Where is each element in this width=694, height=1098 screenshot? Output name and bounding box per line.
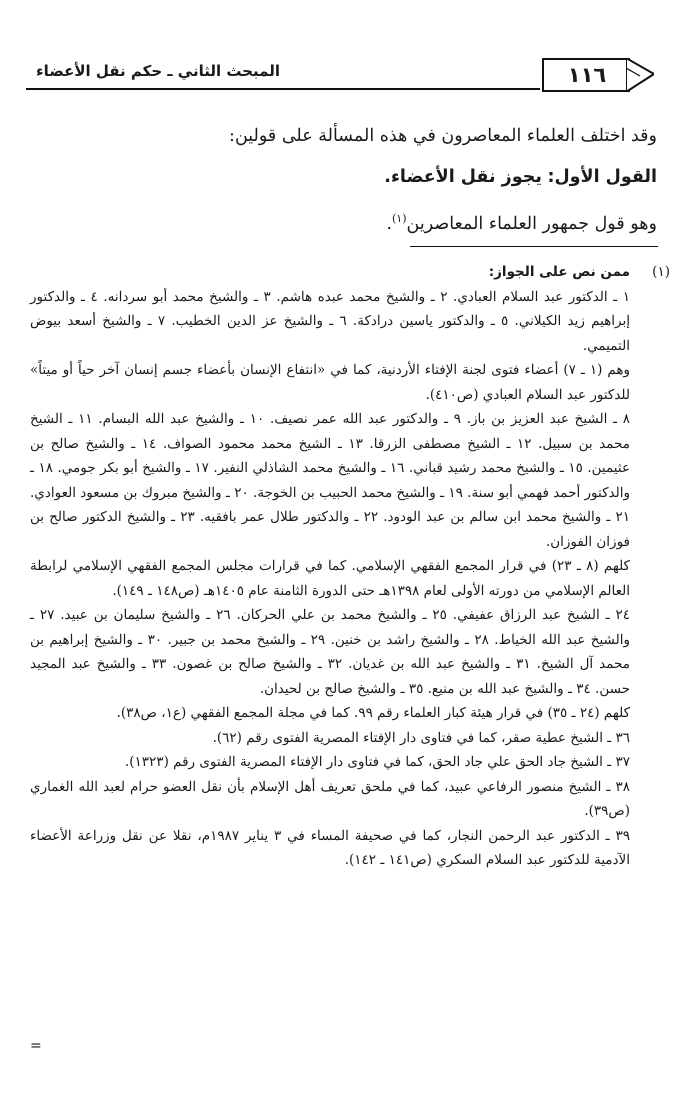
footnote-heading: ممن نص على الجواز: (488, 264, 630, 280)
first-opinion (42, 157, 657, 198)
footnote-paragraph: ٣٧ ـ الشيخ جاد الحق علي جاد الحق، كما في فتاوى دار الإفتاء المصرية الفتوى رقم (١٣٢٣). (124, 754, 630, 770)
majority-line (42, 198, 657, 245)
header-title: المبحث الثاني ـ حكم نقل الأعضاء (36, 62, 280, 80)
header-rule (26, 88, 540, 90)
majority-end: . (386, 213, 392, 234)
running-header (0, 40, 694, 100)
footnote-paragraph: كلهم (٢٤ ـ ٣٥) في قرار هيئة كبار العلماء رقم ٩٩. كما في مجلة المجمع الفقهي (ع١، ص٣٨). (116, 705, 630, 721)
page-number: ١١٦ (542, 58, 630, 92)
footnote-paragraph: وهم (١ ـ ٧) أعضاء فتوى لجنة الإفتاء الأردنية، كما في «انتفاع الإنسان بأعضاء جسم إنسان آخر حياً أو ميتاً» للدكتور عبد السلام العبادي (ص٤١٠). (30, 362, 630, 403)
main-text (42, 116, 657, 245)
footnote-ref: (١) (391, 212, 407, 225)
page-tab-arrow-icon (626, 58, 654, 92)
footnote-paragraph: ٣٩ ـ الدكتور عبد الرحمن النجار، كما في صحيفة المساء في ٣ يناير ١٩٨٧م، نقلا عن نقل وزراعة الأعضاء الآدمية للدكتور عبد السلام السكري (ص١٤١ ـ ١٤٢). (30, 827, 631, 868)
footnote-paragraph: ٨ ـ الشيخ عبد العزيز بن باز. ٩ ـ والدكتور عبد الله عمر نصيف. ١٠ ـ والشيخ عبد الله البسام. ١١ ـ الشيخ محمد بن سبيل. ١٢ ـ الشيخ مصطفى الزرقا. ١٣ ـ الشيخ محمد محمود الصواف. ١٤ ـ والشيخ صالح بن عثيمين. ١٥ ـ والشيخ محمد رشيد قباني. ١٦ ـ والشيخ محمد الشاذلي النفير. ١٧ ـ والشيخ أبو بكر جومي. ١٨ ـ والدكتور أحمد فهمي أبو سنة. ١٩ ـ والشيخ محمد الحبيب بن الخوجة. ٢٠ ـ والشيخ مبروك بن مسعود العوادي. ٢١ ـ والشيخ محمد ابن سالم بن عبد الودود. ٢٢ ـ والدكتور طلال عمر بافقيه. ٢٣ ـ والشيخ الدكتور صالح بن فوزان الفوزان. (30, 411, 631, 550)
footnote-paragraph: ٢٤ ـ الشيخ عبد الرزاق عفيفي. ٢٥ ـ والشيخ محمد بن علي الحركان. ٢٦ ـ والشيخ سليمان بن عبيد. ٢٧ ـ والشيخ عبد الله الخياط. ٢٨ ـ والشيخ راشد بن خنين. ٢٩ ـ والشيخ محمد بن جبير. ٣٠ ـ والشيخ إبراهيم بن محمد آل الشيخ. ٣١ ـ والشيخ عبد الله بن غديان. ٣٢ ـ والشيخ صالح بن غصون. ٣٣ ـ والشيخ عبد المجيد حسن. ٣٤ ـ والشيخ عبد الله بن منيع. ٣٥ ـ والشيخ صالح بن لحيدان. (30, 607, 630, 697)
footnote-separator (410, 246, 658, 247)
footnote (30, 260, 630, 873)
first-opinion-text: يجوز نقل الأعضاء. (384, 167, 542, 187)
footnote-paragraph: ١ ـ الدكتور عبد السلام العبادي. ٢ ـ والشيخ محمد عبده هاشم. ٣ ـ والشيخ محمد أبو سردانه. ٤ ـ والدكتور إبراهيم زيد الكيلاني. ٥ ـ والدكتور ياسين درادكة. ٦ ـ والشيخ عز الدين الخطيب. ٧ ـ والشيخ أسعد بيوض التميمي. (30, 288, 630, 354)
footnote-paragraph: ٣٦ ـ الشيخ عطية صقر، كما في فتاوى دار الإفتاء المصرية الفتوى رقم (٦٢). (212, 729, 630, 746)
footnote-paragraph: كلهم (٨ ـ ٢٣) في قرار المجمع الفقهي الإسلامي. كما في قرارات مجلس المجمع الفقهي الإسلامي لرابطة العالم الإسلامي من دورته الأولى لعام ١٣٩٨هـ حتى الدورة الثامنة عام ١٤٠٥هـ (ص١٤٨ ـ ١٤٩). (30, 558, 630, 599)
continuation-mark: = (30, 1038, 42, 1054)
first-opinion-label: القول الأول: (547, 167, 657, 187)
intro-line: وقد اختلف العلماء المعاصرون في هذه المسألة على قولين: (229, 126, 657, 146)
majority-text: وهو قول جمهور العلماء المعاصرين (406, 213, 657, 234)
footnote-paragraph: ٣٨ ـ الشيخ منصور الرفاعي عبيد، كما في ملحق تعريف أهل الإسلام بأن نقل العضو حرام لعبد الله الغماري (ص٣٩). (30, 778, 630, 819)
footnote-number: (١) (652, 264, 670, 280)
